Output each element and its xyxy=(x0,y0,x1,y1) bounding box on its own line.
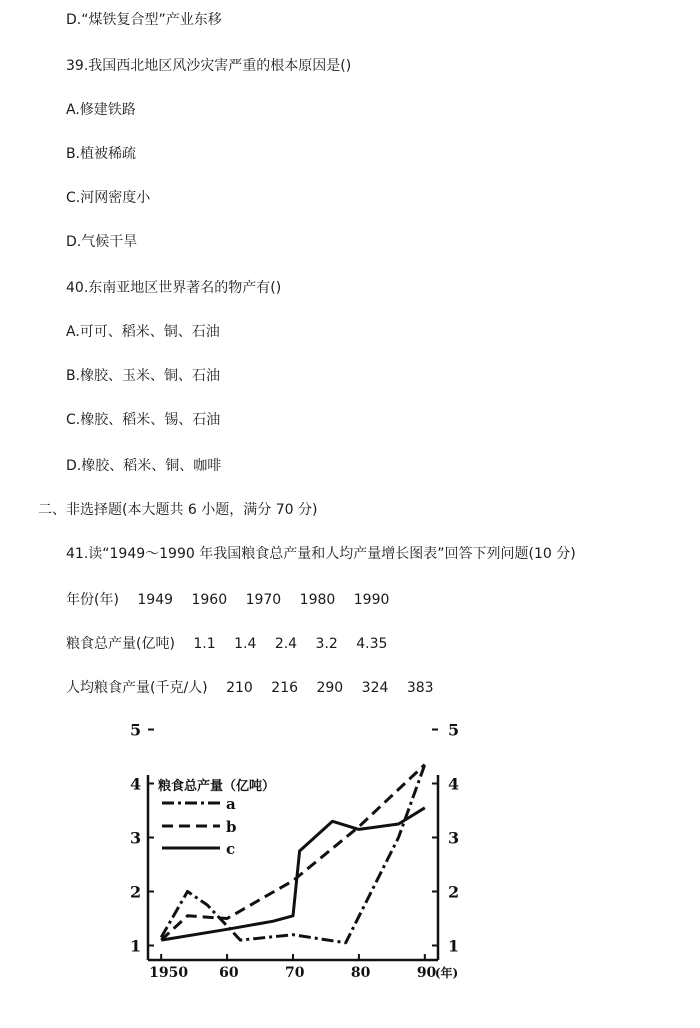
option-a-q39: A.修建铁路 xyxy=(66,102,136,118)
x-tick-label: 90 xyxy=(416,965,437,981)
per-capita-value: 210 xyxy=(226,680,253,696)
per-capita-value: 216 xyxy=(271,680,299,696)
y-tick-label-left: 2 xyxy=(130,882,142,902)
option-b-q40: B.橡胶、玉米、铜、石油 xyxy=(66,368,221,384)
legend-label-b: b xyxy=(226,818,237,836)
y-tick-label-left: 5 xyxy=(130,720,142,740)
option-d-q38: D.“煤铁复合型”产业东移 xyxy=(66,12,222,28)
option-c-q39: C.河网密度小 xyxy=(66,190,151,206)
per-capita-value: 290 xyxy=(316,680,344,696)
y-tick-label-right: 1 xyxy=(448,936,460,956)
grain-value: 2.4 xyxy=(274,636,298,652)
grain-value: 1.4 xyxy=(234,636,257,652)
chart-title: 粮食总产量（亿吨） xyxy=(158,779,276,794)
y-tick-label-right: 3 xyxy=(448,828,460,848)
x-axis-label: (年) xyxy=(434,966,459,980)
series-line-c xyxy=(161,808,425,940)
grain-label: 粮食总产量(亿吨) xyxy=(66,636,175,652)
y-tick-label-left: 4 xyxy=(130,774,142,794)
year-value: 1949 xyxy=(137,592,174,608)
y-tick-label-left: 1 xyxy=(130,936,142,956)
question-41: 41.读“1949～1990 年我国粮食总产量和人均产量增长图表”回答下列问题(10 分) xyxy=(66,546,576,562)
per-capita-value: 383 xyxy=(406,680,434,696)
option-d-q40: D.橡胶、稻米、铜、咖啡 xyxy=(66,458,222,474)
legend-label-a: a xyxy=(226,795,236,813)
x-tick-label: 1950 xyxy=(149,965,189,981)
x-tick-label: 80 xyxy=(350,965,371,981)
year-value: 1970 xyxy=(245,592,282,608)
grain-value: 3.2 xyxy=(315,636,338,652)
year-label: 年份(年) xyxy=(66,592,119,608)
grain-value: 4.35 xyxy=(356,636,388,652)
x-tick-label: 60 xyxy=(219,965,239,981)
y-tick-label-right: 2 xyxy=(448,882,460,902)
year-value: 1980 xyxy=(299,592,336,608)
option-b-q39: B.植被稀疏 xyxy=(66,146,137,162)
x-tick-label: 70 xyxy=(285,965,305,981)
per-capita-label: 人均粮食产量(千克/人) xyxy=(66,680,208,696)
option-a-q40: A.可可、稻米、铜、石油 xyxy=(66,324,220,340)
per-capita-value: 324 xyxy=(361,680,389,696)
year-value: 1990 xyxy=(353,592,390,608)
question-40: 40.东南亚地区世界著名的物产有() xyxy=(66,280,282,296)
y-tick-label-right: 4 xyxy=(448,774,460,794)
question-39: 39.我国西北地区风沙灾害严重的根本原因是() xyxy=(66,58,352,74)
grain-value: 1.1 xyxy=(193,636,216,652)
section-heading: 二、非选择题(本大题共 6 小题，满分 70 分) xyxy=(38,502,318,518)
year-value: 1960 xyxy=(191,592,228,608)
y-tick-label-right: 5 xyxy=(448,720,460,740)
option-d-q39: D.气候干旱 xyxy=(66,234,138,250)
option-c-q40: C.橡胶、稻米、锡、石油 xyxy=(66,412,221,428)
legend-label-c: c xyxy=(226,840,236,858)
y-tick-label-left: 3 xyxy=(130,828,142,848)
